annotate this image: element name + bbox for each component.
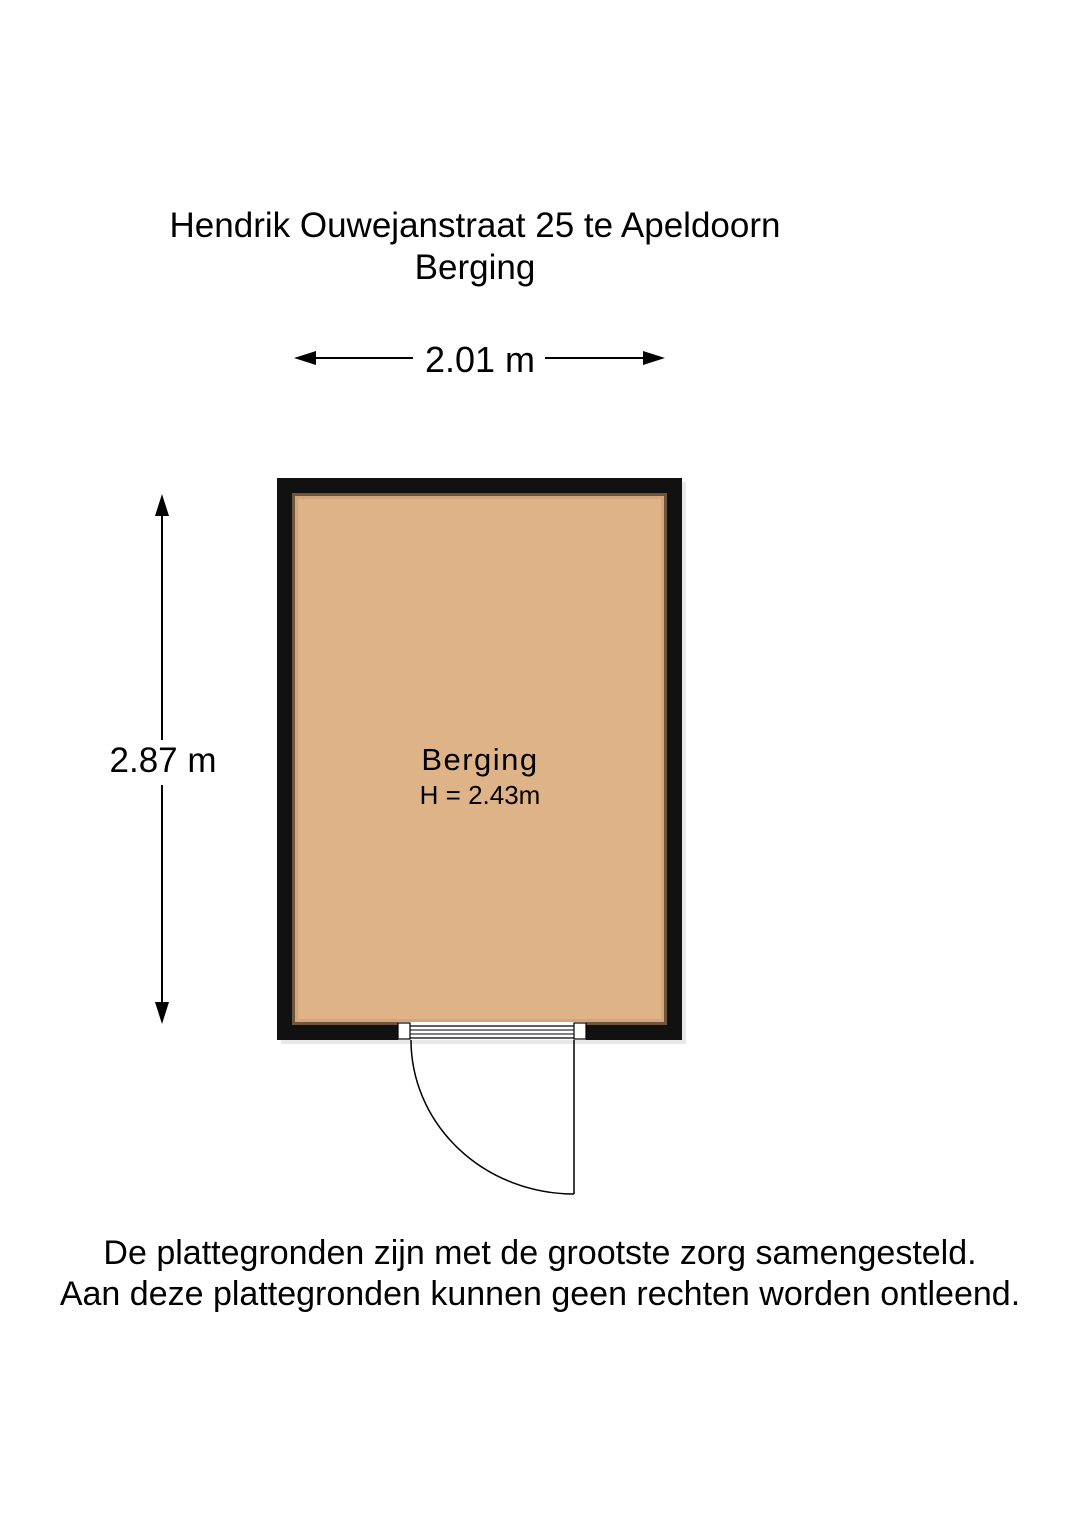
- disclaimer-line-2: Aan deze plattegronden kunnen geen rechten worden ontleend.: [59, 1275, 1021, 1313]
- door-opening: [398, 1022, 586, 1040]
- disclaimer-line-1: De plattegronden zijn met de grootste zorg samengesteld.: [103, 1234, 977, 1272]
- width-dimension-label: 2.01 m: [424, 339, 536, 380]
- plan-subtitle: Berging: [414, 248, 536, 287]
- height-dimension-label: 2.87 m: [109, 741, 217, 780]
- room-ceiling-height-label: H = 2.43m: [419, 780, 541, 810]
- room-name-label: Berging: [421, 742, 539, 777]
- door-swing: [411, 1040, 574, 1194]
- plan-title: Hendrik Ouwejanstraat 25 te Apeldoorn: [169, 206, 781, 245]
